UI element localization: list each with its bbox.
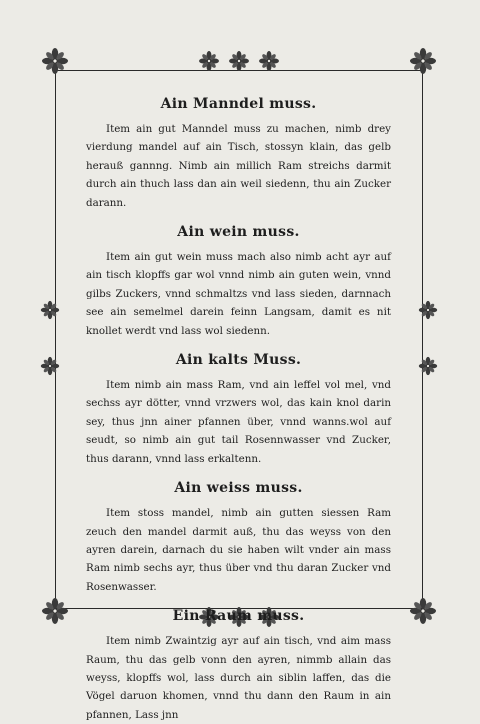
recipe-title: Ain wein muss. [177,224,300,241]
top-center-flower-right-icon [256,48,282,74]
left-side-flower-bottom-icon [38,354,62,378]
recipe-text: Item stoss mandel, nimb ain gutten siessen Ram zeuch den mandel darmit auß, thu das weyss von den ayren darein, darnach du sie haben wilt vnder ain mass Ram nimb sechs ayr, thus über vnd thu daran Zucker vnd Rosenwasser. [86,507,391,593]
page-content [86,96,391,724]
recipe-section [86,224,391,340]
recipe-section [86,480,391,596]
corner-ornament-top-left-icon [38,44,72,78]
left-side-flower-top-icon [38,298,62,322]
recipe-title: Ain Manndel muss. [160,96,317,112]
recipe-text: Item ain gut wein muss mach also nimb acht ayr auf ain tisch klopffs gar wol vnnd nimb ain guten wein, vnnd gilbs Zuckers, vnnd schmaltzs vnd lass sieden, darnnach see ain semelmel darein feinn Langsam, damit es nit knollet werdt vnd lass wol siedenn. [86,251,391,337]
top-center-flower-middle-icon [226,48,252,74]
right-side-flower-bottom-icon [416,354,440,378]
recipe-text: Item ain gut Manndel muss zu machen, nimb drey vierdung mandel auf ain Tisch, stossyn klain, das gelb herauß gannng. Nimb ain millich Ram streichs darmit durch ain thuch lass dan ain weil siedenn, thu ain Zucker darann. [86,123,391,209]
recipe-section [86,352,391,468]
corner-ornament-bottom-left-icon [38,594,72,628]
corner-ornament-top-right-icon [406,44,440,78]
top-center-flower-left-icon [196,48,222,74]
right-side-flower-top-icon [416,298,440,322]
corner-ornament-bottom-right-icon [406,594,440,628]
recipe-title: Ein Raum muss. [172,608,305,625]
recipe-title: Ain weiss muss. [174,480,303,497]
recipe-text: Item nimb ain mass Ram, vnd ain leffel vol mel, vnd sechss ayr dötter, vnnd vrzwers wol, das kain knol darin sey, thus jnn ainer pfannen über, vnnd wanns.wol auf seudt, so nimb ain gut tail Rosennwasser vnd Zucker, thus darann, vnnd lass erkaltenn. [86,379,391,465]
recipe-section [86,96,391,212]
recipe-section [86,608,391,724]
recipe-title: Ain kalts Muss. [175,352,302,369]
recipe-text: Item nimb Zwaintzig ayr auf ain tisch, vnd aim mass Raum, thu das gelb vonn den ayren, nimmb allain das weyss, klopffs wol, lass durch ain siblin laffen, das die Vögel daruon khomen, vnnd thu dann den Raum in ain pfannen, Lass jnn [86,635,391,721]
